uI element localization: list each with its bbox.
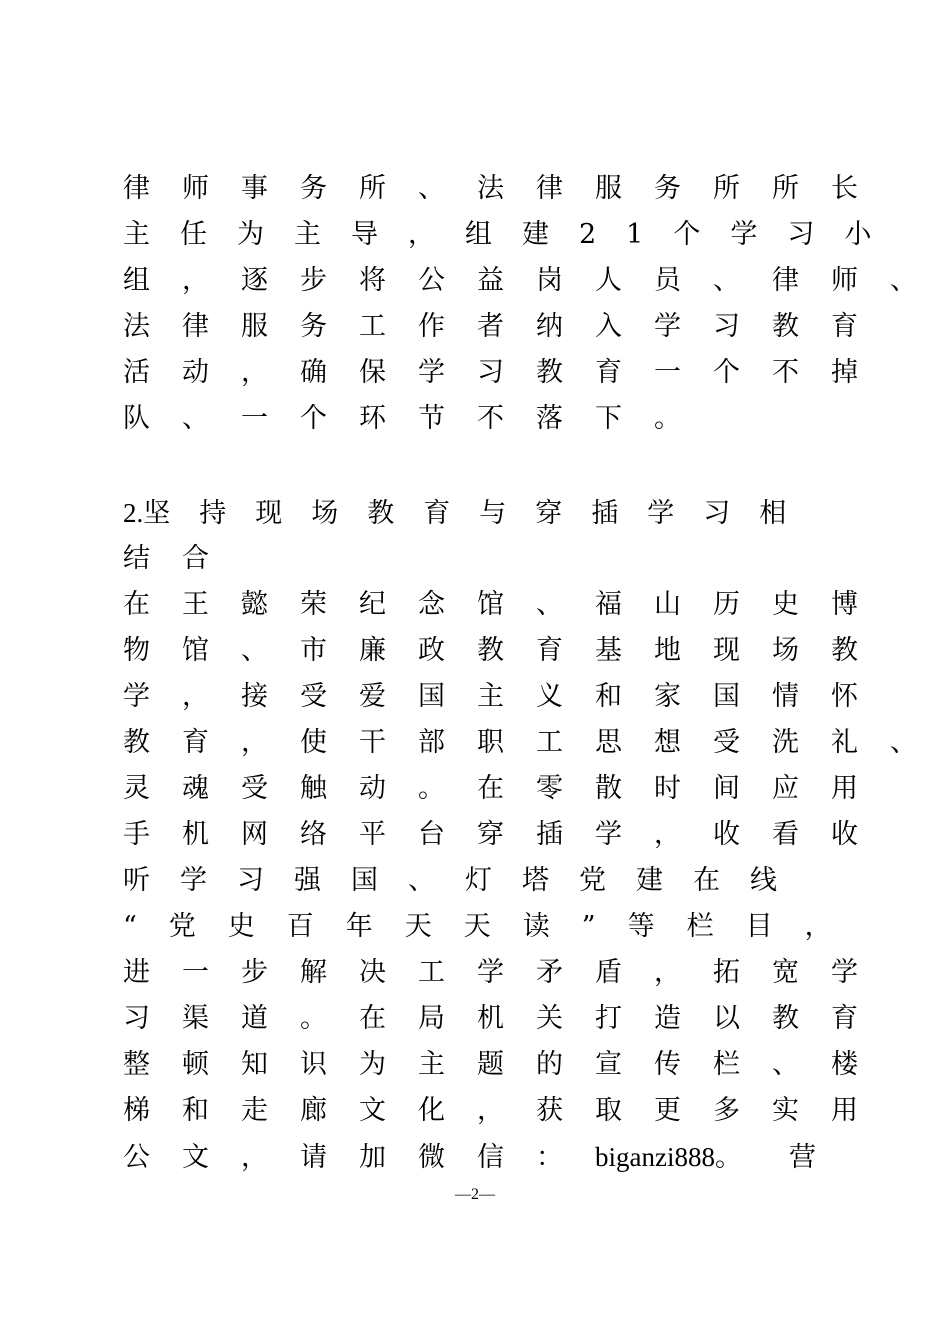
paragraph-line: 教育，使干部职工思想受洗礼、 [123,727,949,758]
paragraph-line: 听学习强国、灯塔党建在线 [123,865,807,896]
paragraph-line: 物馆、市廉政教育基地现场教 [123,635,890,666]
paragraph-line: 律师事务所、法律服务所所长 [123,173,890,204]
section-heading [123,490,843,582]
paragraph-line: 进一步解决工学矛盾，拓宽学 [123,957,890,988]
paragraph-line: 公文，请加微信：biganzi888。营 [123,1142,863,1173]
heading-text: 坚持现场教育与穿插学习相 [143,498,816,529]
heading-line [123,490,843,536]
paragraph-line: 法律服务工作者纳入学习教育 [123,311,890,342]
paragraph-line: 活动，确保学习教育一个不掉 [123,357,890,388]
paragraph-line: 队、一个环节不落下。 [123,403,713,434]
page-number: —2— [455,1186,495,1203]
paragraph-line: 组，逐步将公益岗人员、律师、 [123,265,949,296]
paragraph-line: 灵魂受触动。在零散时间应用 [123,773,890,804]
wechat-id: biganzi888 [595,1142,715,1172]
paragraph-line: 在王懿荣纪念馆、福山历史博 [123,589,890,620]
paragraph-line: 梯和走廊文化，获取更多实用 [123,1095,890,1126]
paragraph-line: 整顿知识为主题的宣传栏、楼 [123,1049,890,1080]
paragraph-1 [123,166,949,442]
heading-line: 结合 [123,543,241,574]
paragraph-line: 习渠道。在局机关打造以教育 [123,1003,890,1034]
paragraph-line: 主任为主导，组建21个学习小 [123,219,902,250]
paragraph-line: 手机网络平台穿插学，收看收 [123,819,890,850]
paragraph-line: “党史百年天天读”等栏目， [123,911,864,942]
paragraph-line: 学，接受爱国主义和家国情怀 [123,681,890,712]
heading-number: 2. [123,498,144,528]
paragraph-2 [123,582,949,1180]
